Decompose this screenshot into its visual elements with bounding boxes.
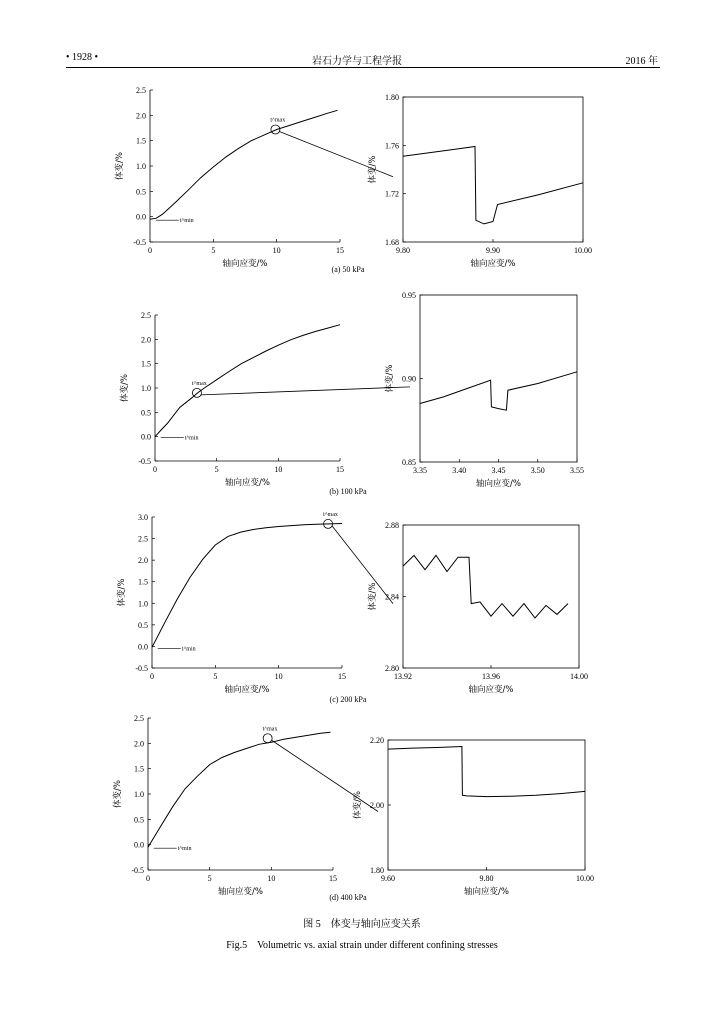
max-annotation: t^max [191, 380, 207, 387]
y-tick-label: 2.5 [138, 534, 148, 544]
x-tick-label: 10 [274, 465, 283, 474]
y-tick-label: 1.0 [141, 384, 151, 393]
plot-frame [388, 740, 585, 870]
x-tick-label: 10 [267, 874, 276, 883]
x-tick-label: 15 [336, 246, 344, 255]
x-tick-label: 9.60 [381, 874, 395, 883]
subfigure-label: (c) 200 kPa [329, 695, 367, 704]
y-tick-label: 0.5 [134, 815, 144, 825]
x-tick-label: 10 [274, 672, 283, 681]
y-tick-label: 0.0 [134, 840, 144, 850]
y-tick-label: 0.0 [138, 642, 148, 652]
y-tick-label: 2.0 [134, 739, 144, 749]
x-tick-label: 10.00 [576, 874, 594, 883]
subfigure-label: (a) 50 kPa [331, 265, 365, 274]
y-tick-label: 1.80 [370, 866, 384, 875]
y-axis-label: 体变/% [353, 791, 363, 819]
y-axis-label: 体变/% [385, 364, 395, 393]
x-tick-label: 0 [146, 874, 150, 883]
y-tick-label: 1.0 [136, 162, 146, 171]
y-axis-label: 体变/% [368, 582, 378, 611]
max-annotation: t^max [323, 511, 338, 518]
y-tick-label: 0.0 [141, 432, 151, 442]
y-tick-label: 2.20 [370, 736, 384, 745]
y-tick-label: 1.5 [134, 764, 144, 774]
y-tick-label: 1.5 [136, 136, 146, 146]
y-tick-label: 0.90 [402, 374, 416, 384]
y-tick-label: 2.5 [136, 86, 146, 95]
y-tick-label: 0.95 [402, 291, 416, 300]
running-header-year: 2016 年 [625, 56, 658, 67]
figure-caption-en: Fig.5 Volumetric vs. axial strain under different confining stresses [226, 940, 498, 951]
y-tick-label: -0.5 [138, 457, 151, 466]
y-tick-label: 0.5 [136, 187, 146, 197]
x-tick-label: 13.96 [482, 672, 500, 681]
min-annotation: t^min [181, 646, 196, 653]
x-tick-label: 5 [207, 874, 212, 883]
x-tick-label: 3.45 [491, 466, 506, 475]
y-axis-label: 体变/% [117, 578, 127, 607]
y-tick-label: 1.68 [385, 238, 399, 247]
x-tick-label: 14.00 [570, 672, 588, 681]
x-tick-label: 15 [338, 672, 346, 681]
y-tick-label: 1.0 [134, 790, 144, 799]
y-tick-label: 1.5 [141, 359, 151, 369]
y-tick-label: 2.5 [134, 714, 144, 723]
x-axis-label: 轴向应变/% [225, 478, 270, 488]
x-tick-label: 0 [153, 465, 157, 474]
x-axis-label: 轴向应变/% [464, 887, 509, 897]
x-tick-label: 15 [336, 465, 344, 474]
series-line [388, 747, 585, 797]
y-tick-label: -0.5 [133, 238, 146, 247]
x-tick-label: 9.90 [486, 246, 500, 255]
y-tick-label: 2.88 [385, 521, 399, 530]
min-annotation: t^min [177, 846, 192, 853]
x-tick-label: 3.55 [570, 466, 584, 475]
y-tick-label: 1.72 [385, 189, 399, 199]
x-tick-label: 5 [211, 246, 216, 255]
y-axis-label: 体变/% [368, 155, 378, 184]
x-tick-label: 3.35 [413, 466, 427, 475]
y-tick-label: 2.0 [136, 111, 146, 121]
x-axis-label: 轴向应变/% [218, 887, 263, 897]
x-tick-label: 13.92 [394, 672, 412, 681]
x-tick-label: 5 [214, 465, 219, 474]
x-axis-label: 轴向应变/% [476, 479, 521, 489]
y-tick-label: 1.0 [138, 599, 148, 609]
y-axis-label: 体变/% [113, 780, 123, 808]
y-tick-label: 0.5 [138, 620, 148, 630]
y-tick-label: 3.0 [138, 513, 148, 522]
y-tick-label: 1.80 [385, 93, 399, 102]
y-tick-label: 0.0 [136, 212, 146, 222]
running-header-left: • 1928 • [66, 52, 99, 63]
x-tick-label: 3.50 [530, 466, 545, 475]
y-tick-label: 2.80 [385, 664, 399, 673]
x-tick-label: 5 [213, 672, 218, 681]
max-annotation: t^max [262, 726, 278, 733]
y-tick-label: 2.0 [138, 556, 148, 566]
subfigure-label: (b) 100 kPa [329, 487, 367, 496]
y-tick-label: 2.00 [370, 801, 384, 810]
min-annotation: t^min [184, 435, 199, 442]
y-tick-label: 2.84 [385, 592, 399, 602]
x-tick-label: 0 [148, 246, 152, 255]
x-tick-label: 0 [150, 672, 154, 681]
y-tick-label: -0.5 [131, 866, 144, 875]
y-tick-label: 1.76 [385, 141, 399, 151]
y-axis-label: 体变/% [115, 152, 125, 180]
x-tick-label: 10 [272, 246, 281, 255]
x-tick-label: 10.00 [574, 246, 592, 255]
min-annotation: t^min [179, 218, 194, 225]
y-tick-label: 0.5 [141, 408, 151, 418]
y-tick-label: 0.85 [402, 458, 416, 467]
max-annotation: t^max [270, 117, 286, 124]
figure-caption-cn: 图 5 体变与轴向应变关系 [303, 919, 421, 930]
subfigure-label: (d) 400 kPa [329, 893, 367, 902]
x-tick-label: 9.80 [396, 246, 410, 255]
x-axis-label: 轴向应变/% [224, 685, 270, 695]
x-tick-label: 9.80 [479, 874, 494, 883]
y-axis-label: 体变/% [120, 374, 130, 402]
x-axis-label: 轴向应变/% [222, 259, 268, 269]
y-tick-label: 1.5 [138, 577, 148, 587]
x-axis-label: 轴向应变/% [468, 685, 514, 695]
y-tick-label: -0.5 [135, 664, 148, 673]
x-axis-label: 轴向应变/% [470, 259, 516, 269]
y-tick-label: 2.0 [141, 335, 151, 345]
x-tick-label: 3.40 [452, 466, 467, 475]
x-tick-label: 15 [329, 874, 337, 883]
running-header-journal: 岩石力学与工程学报 [312, 56, 402, 67]
y-tick-label: 2.5 [141, 311, 151, 320]
